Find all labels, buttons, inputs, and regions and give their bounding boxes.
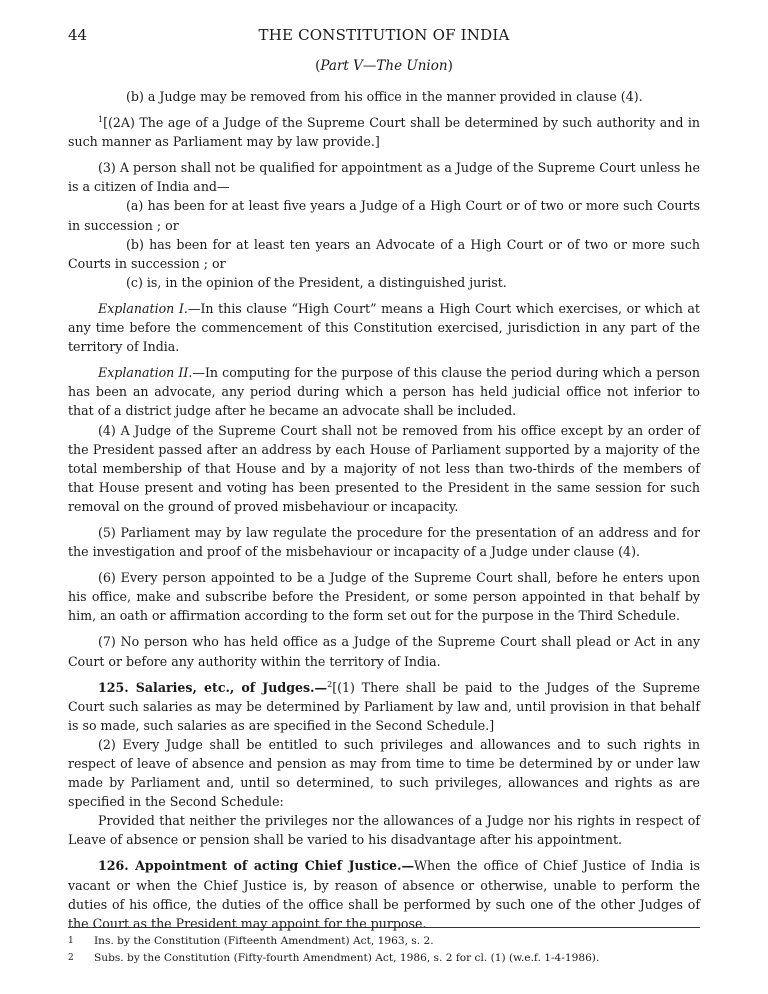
clause-b-removal: (b) a Judge may be removed from his office in the manner provided in clause (4). xyxy=(126,89,643,104)
article-126-text: When the office of Chief Justice of India is vacant or when the Chief Justice is, by reason of absence or otherwise, unable to perform the duties of his office, the duties of the office shall be performed by such one of the other Judges of the Court as the President may appoint for the purpose. xyxy=(68,858,700,931)
page-number: 44 xyxy=(68,26,88,44)
clause-3b: (b) has been for at least ten years an Advocate of a High Court or of two or more such Courts in succession ; or xyxy=(68,236,700,271)
article-125-proviso: Provided that neither the privileges nor the allowances of a Judge nor his rights in respect of Leave of absence or pension shall be varied to his disadvantage after his appointment. xyxy=(68,813,700,848)
article-125-heading: 125. Salaries, etc., of Judges.— xyxy=(98,679,328,695)
article-125-clause-1 xyxy=(68,678,700,735)
page-header xyxy=(68,26,700,50)
explanation-1 xyxy=(68,299,700,356)
explanation-2-label: Explanation II. xyxy=(98,365,193,381)
footnote-text: Ins. by the Constitution (Fifteenth Amendment) Act, 1963, s. 2. xyxy=(94,935,434,947)
clause-2a-text: [(2A) The age of a Judge of the Supreme Court shall be determined by such authority and in such manner as Parliament may by law provide.] xyxy=(68,115,700,150)
clause-3a: (a) has been for at least five years a Judge of a High Court or of two or more such Courts in succession ; or xyxy=(68,198,700,233)
explanation-1-label: Explanation I. xyxy=(98,300,188,316)
footnote-number: 1 xyxy=(68,936,74,946)
clause-3c: (c) is, in the opinion of the President, a distinguished jurist. xyxy=(126,274,507,290)
clause-7: (7) No person who has held office as a Judge of the Supreme Court shall plead or Act in any Court or before any authority within the territory of India. xyxy=(68,634,700,669)
clause-3: (3) A person shall not be qualified for appointment as a Judge of the Supreme Court unless he is a citizen of India and— xyxy=(68,160,700,195)
footnote-ref-2: 2 xyxy=(327,679,333,689)
footnote-divider xyxy=(68,927,700,928)
page-title: THE CONSTITUTION OF INDIA xyxy=(258,26,510,44)
document-body xyxy=(68,87,700,933)
explanation-2 xyxy=(68,363,700,420)
part-close-paren: ) xyxy=(447,58,453,74)
footnote xyxy=(68,950,700,967)
footnote-text: Subs. by the Constitution (Fifty-fourth Amendment) Act, 1986, s. 2 for cl. (1) (w.e.f. 1-4-1986). xyxy=(94,952,600,964)
footnote-ref-1: 1 xyxy=(98,114,104,124)
footnote xyxy=(68,933,700,950)
clause-5: (5) Parliament may by law regulate the procedure for the presentation of an address and for the investigation and proof of the misbehaviour or incapacity of a Judge under clause (4). xyxy=(68,524,700,560)
part-subtitle xyxy=(0,58,768,74)
clause-2a xyxy=(68,113,700,151)
article-125-clause-1-text: [(1) There shall be paid to the Judges of the Supreme Court such salaries as may be determined by Parliament by law and, until provision in that behalf is so made, such salaries as are specified in the Second Schedule.] xyxy=(68,679,700,733)
article-126-heading: 126. Appointment of acting Chief Justice.— xyxy=(98,858,415,874)
footnote-number: 2 xyxy=(68,953,74,963)
part-text: Part V—The Union xyxy=(320,58,448,74)
clause-4: (4) A Judge of the Supreme Court shall not be removed from his office except by an order of the President passed after an address by each House of Parliament supported by a majority of the total membership of that House and by a majority of not less than two-thirds of the members of that House present and voting has been presented to the President in the same session for such removal on the ground of proved misbehaviour or incapacity. xyxy=(68,422,700,514)
explanation-1-text: —In this clause “High Court” means a High Court which exercises, or which at any time before the commencement of this Constitution exercised, jurisdiction in any part of the territory of India. xyxy=(68,300,700,355)
footnotes xyxy=(68,933,700,967)
part-open-paren: ( xyxy=(315,58,321,74)
article-126 xyxy=(68,856,700,932)
article-125-clause-2: (2) Every Judge shall be entitled to such privileges and allowances and to such rights in respect of leave of absence and pension as may from time to time be determined by or under law made by Parliament and, until so determined, to such privileges, allowances and rights as are specified in the Second Schedule: xyxy=(68,736,700,810)
clause-6: (6) Every person appointed to be a Judge of the Supreme Court shall, before he enters upon his office, make and subscribe before the President, or some person appointed in that behalf by him, an oath or affirmation according to the form set out for the purpose in the Third Schedule. xyxy=(68,570,700,624)
explanation-2-text: —In computing for the purpose of this clause the period during which a person has been an advocate, any period during which a person has held judicial office not inferior to that of a district judge after he became an advocate shall be included. xyxy=(68,365,700,419)
